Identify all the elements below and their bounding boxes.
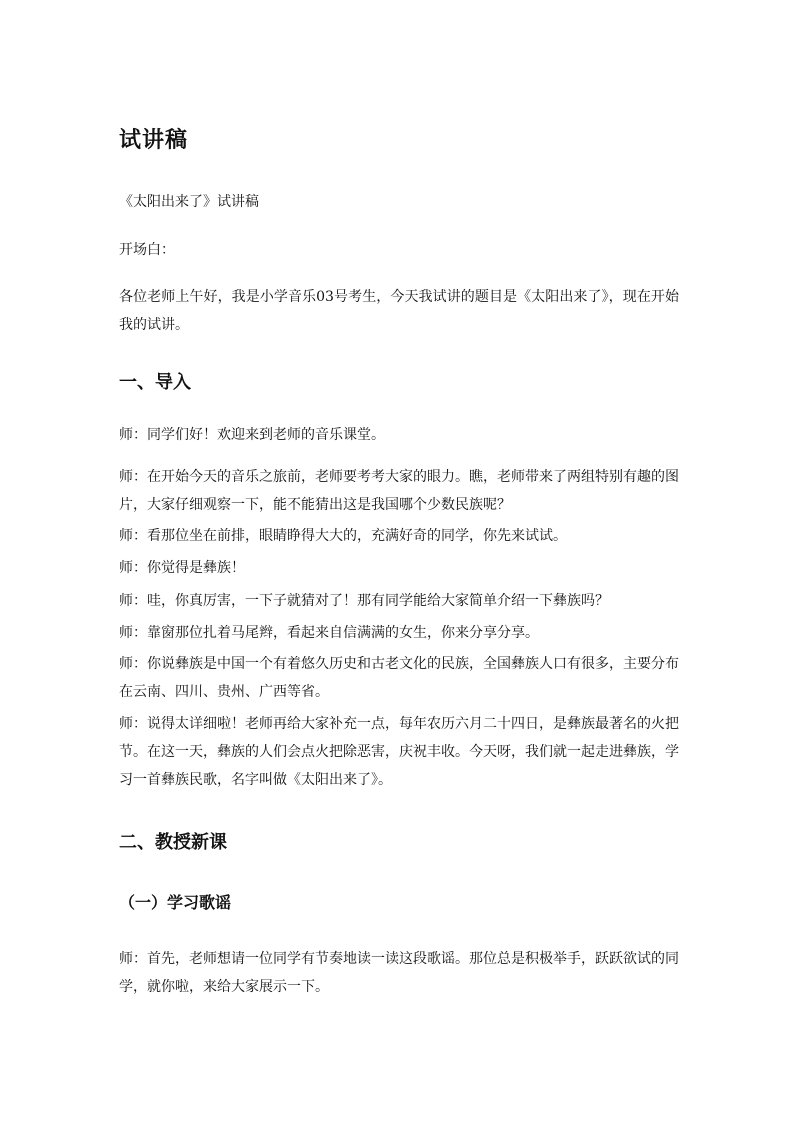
section1-paragraph-2: 师：在开始今天的音乐之旅前，老师要考考大家的眼力。瞧，老师带来了两组特别有趣的图片，大家仔细观察一下，能不能猜出这是我国哪个少数民族呢？ [119, 469, 679, 513]
section1-paragraph-5: 师：哇，你真厉害，一下子就猜对了！那有同学能给大家简单介绍一下彝族吗？ [119, 593, 609, 609]
opening-label: 开场白： [119, 242, 175, 258]
section1-paragraph-4: 师：你觉得是彝族！ [119, 560, 245, 576]
section1-paragraph-8: 师：说得太详细啦！老师再给大家补充一点，每年农历六月二十四日，是彝族最著名的火把节。在这一天，彝族的人们会点火把除恶害，庆祝丰收。今天呀，我们就一起走进彝族，学习一首彝族民歌，名字叫做《太阳出来了》。 [119, 716, 679, 788]
section1-paragraph-3: 师：看那位坐在前排，眼睛睁得大大的，充满好奇的同学，你先来试试。 [119, 528, 567, 544]
section1-paragraph-6: 师：靠窗那位扎着马尾辫，看起来自信满满的女生，你来分享分享。 [119, 625, 539, 641]
document-title: 试讲稿 [119, 128, 189, 153]
subsection-heading-learn-rhyme: （一）学习歌谣 [119, 893, 232, 912]
section-heading-intro: 一、导入 [119, 372, 191, 393]
section-heading-new-lesson: 二、教授新课 [119, 832, 227, 853]
document-subtitle: 《太阳出来了》试讲稿 [119, 194, 259, 210]
section1-paragraph-1: 师：同学们好！欢迎来到老师的音乐课堂。 [119, 427, 385, 443]
section2-paragraph-1: 师：首先，老师想请一位同学有节奏地读一读这段歌谣。那位总是积极举手，跃跃欲试的同学，就你啦，来给大家展示一下。 [119, 951, 679, 995]
section1-paragraph-7: 师：你说彝族是中国一个有着悠久历史和古老文化的民族，全国彝族人口有很多，主要分布在云南、四川、贵州、广西等省。 [119, 656, 679, 700]
opening-paragraph: 各位老师上午好，我是小学音乐03号考生，今天我试讲的题目是《太阳出来了》，现在开始我的试讲。 [119, 289, 679, 333]
